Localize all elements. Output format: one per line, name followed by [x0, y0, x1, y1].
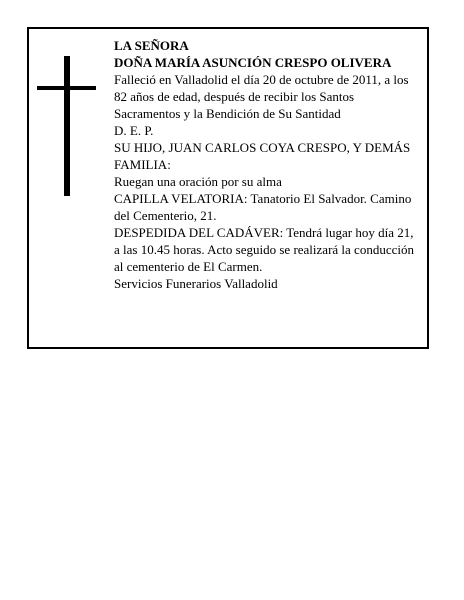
cross-vertical-bar [64, 56, 70, 196]
rip-abbreviation: D. E. P. [114, 123, 154, 138]
family-statement: SU HIJO, JUAN CARLOS COYA CRESPO, Y DEMÁS FAMILIA: [114, 140, 411, 172]
cross-horizontal-bar [37, 86, 96, 90]
death-announcement: Falleció en Valladolid el día 20 de octubre de 2011, a los 82 años de edad, después de recibir los Santos Sacramentos y la Bendición de Su Santidad [114, 72, 409, 121]
prayer-request: Ruegan una oración por su alma [114, 174, 282, 189]
funeral-farewell-info: DESPEDIDA DEL CADÁVER: Tendrá lugar hoy día 21, a las 10.45 horas. Acto seguido se realizará la conducción al cementerio de El Carmen. [114, 225, 414, 274]
funeral-services-name: Servicios Funerarios Valladolid [114, 276, 278, 291]
deceased-name: DOÑA MARÍA ASUNCIÓN CRESPO OLIVERA [114, 55, 392, 70]
notice-heading: LA SEÑORA [114, 38, 189, 53]
obituary-text [114, 37, 414, 292]
funeral-chapel-info: CAPILLA VELATORIA: Tanatorio El Salvador. Camino del Cementerio, 21. [114, 191, 412, 223]
